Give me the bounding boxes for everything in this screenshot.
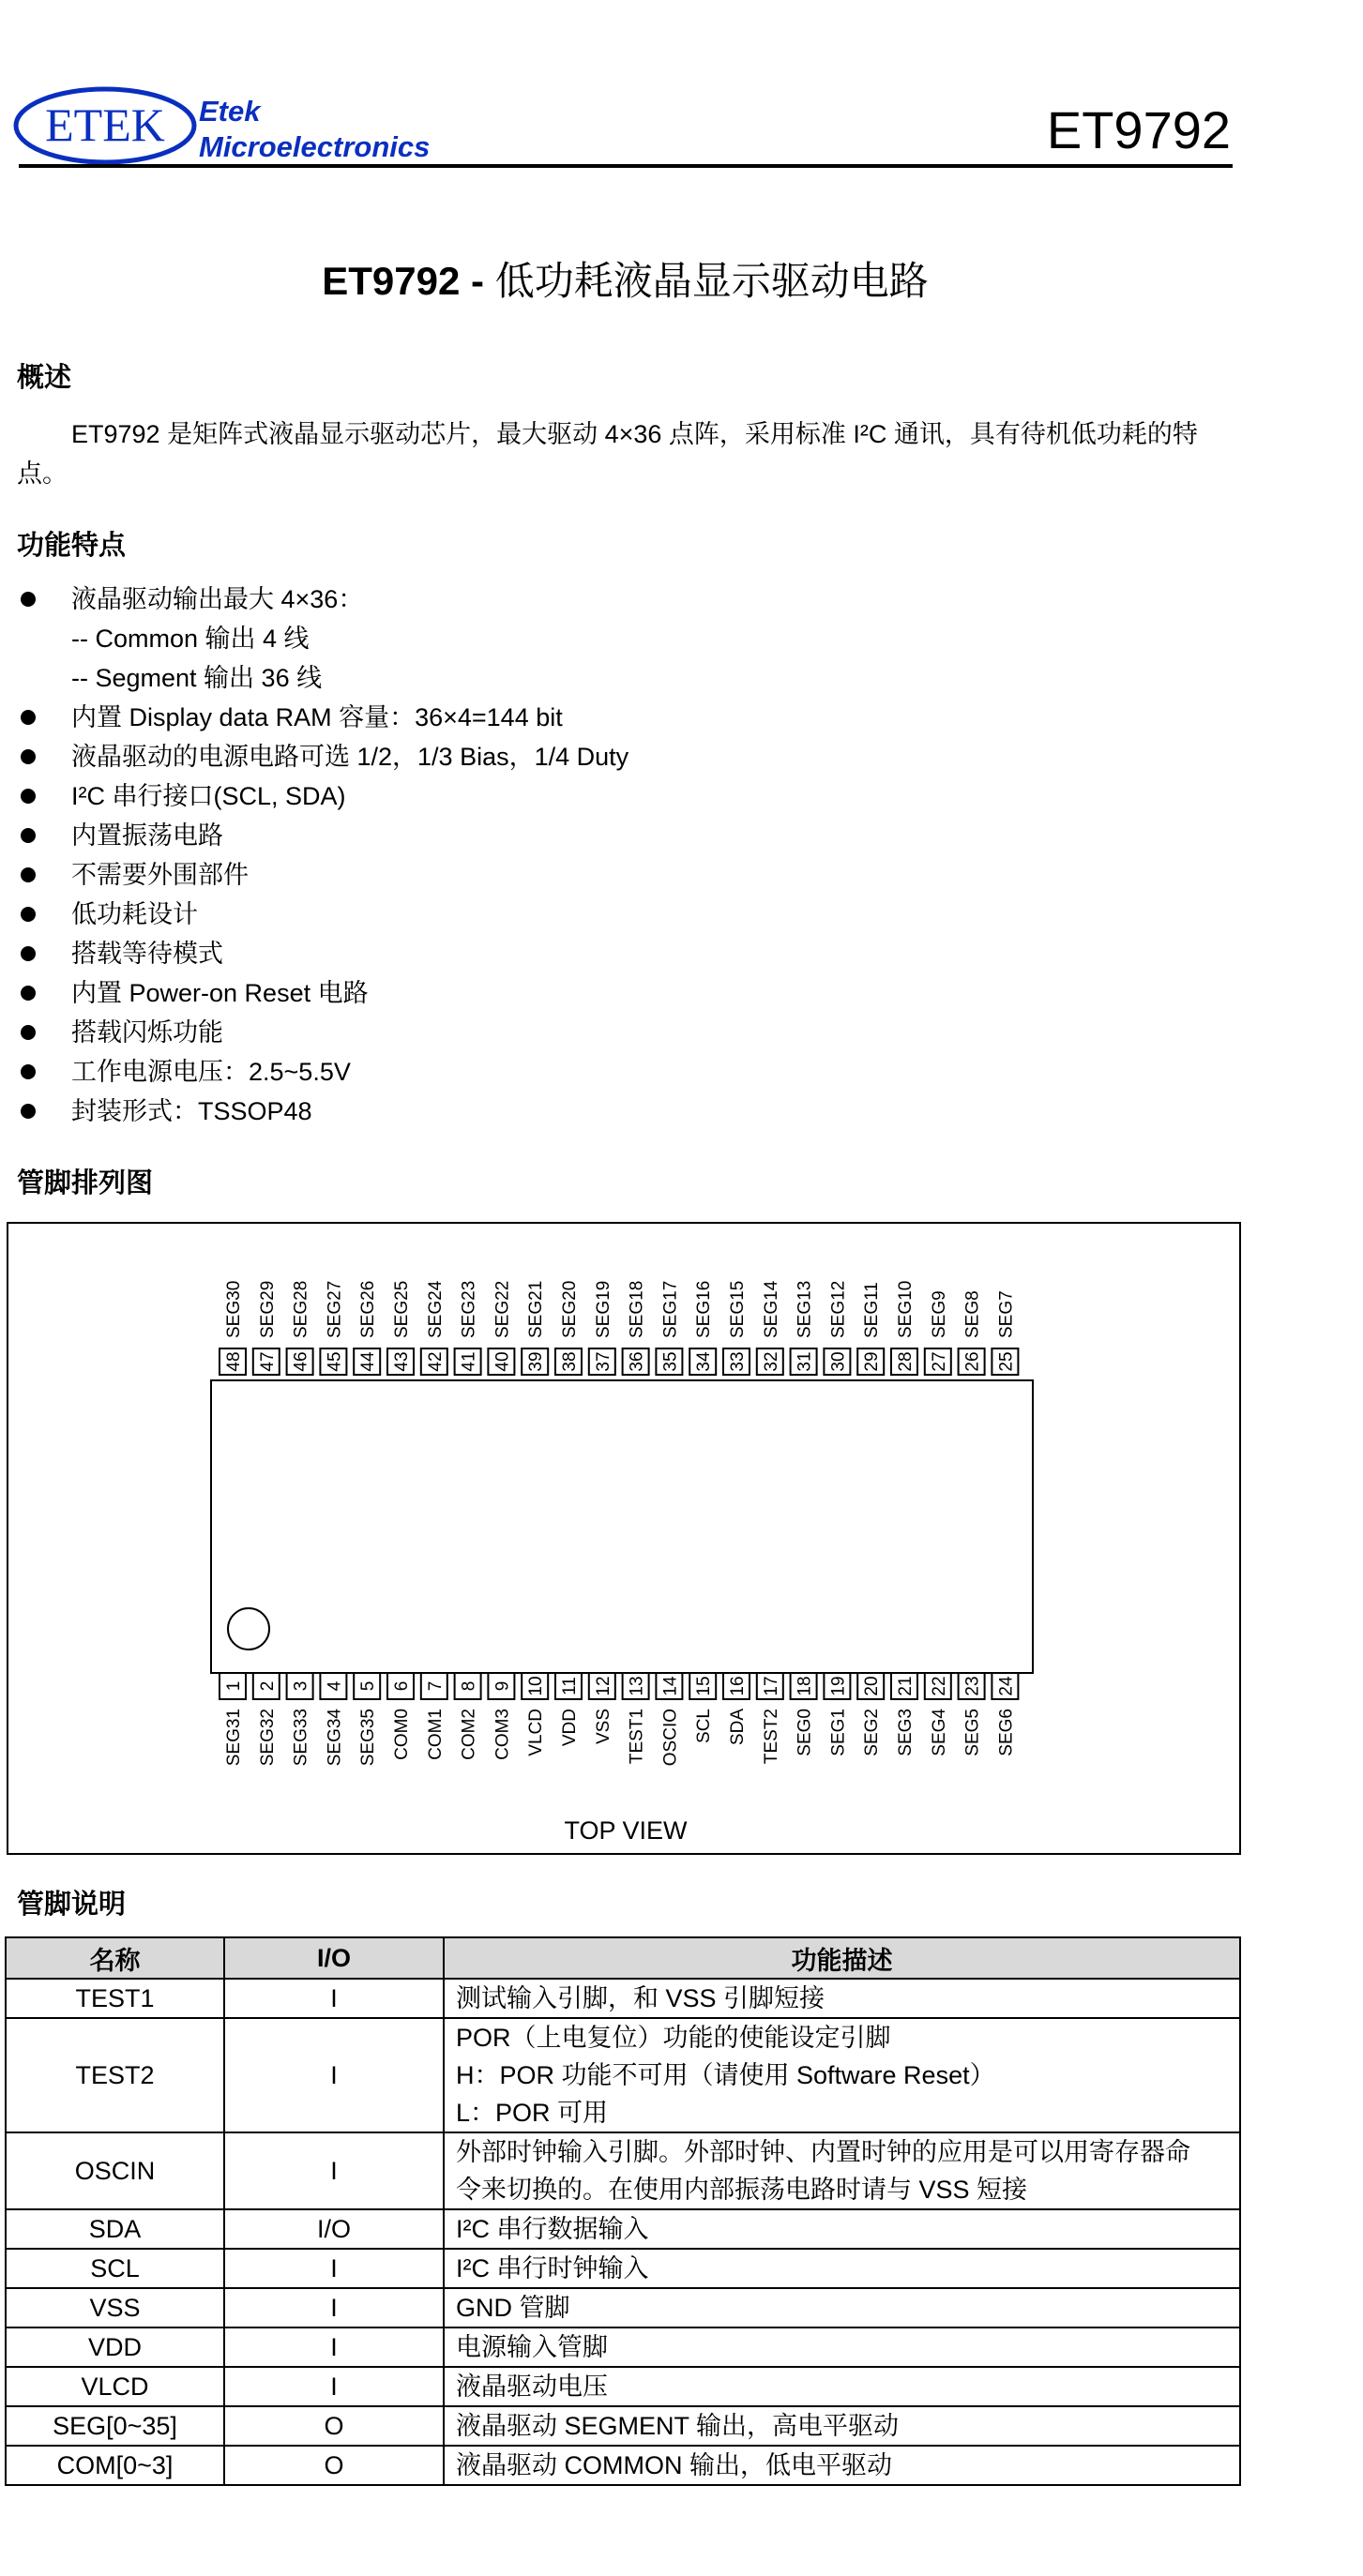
pin-number: 30 — [828, 1351, 849, 1372]
feature-item — [17, 855, 1236, 895]
table-row — [6, 2288, 1240, 2327]
bullet-icon — [21, 749, 36, 764]
pin-label: SEG14 — [761, 1280, 781, 1338]
pin-io-cell: I — [224, 2367, 444, 2406]
bullet-icon — [21, 592, 36, 607]
pin-label: VLCD — [526, 1709, 547, 1756]
feature-text: 封装形式：TSSOP48 — [71, 1097, 312, 1125]
feature-item — [17, 737, 1236, 776]
feature-text: 搭载闪烁功能 — [71, 1018, 223, 1047]
pin-number: 6 — [392, 1680, 412, 1692]
pin-label: SEG9 — [929, 1290, 949, 1338]
top-view-label: TOP VIEW — [564, 1816, 688, 1845]
pin-number: 35 — [660, 1351, 681, 1372]
pin-desc-cell — [444, 2018, 1240, 2132]
table-row — [6, 2367, 1240, 2406]
pin-number: 24 — [996, 1676, 1017, 1696]
pin-desc-cell — [444, 2288, 1240, 2327]
pin-number: 47 — [257, 1351, 278, 1372]
pin-desc-cell — [444, 2249, 1240, 2288]
pin-label: COM3 — [492, 1709, 513, 1760]
pin-diagram — [7, 1222, 1241, 1855]
pin-label: SEG11 — [862, 1282, 883, 1338]
table-row — [6, 2406, 1240, 2446]
pin-label: OSCIO — [660, 1709, 681, 1767]
pin-label: SEG0 — [795, 1709, 815, 1756]
pin-number: 17 — [761, 1676, 781, 1696]
pin-number: 44 — [358, 1351, 379, 1372]
feature-item — [17, 1092, 1236, 1131]
pin-name-cell: SCL — [6, 2249, 224, 2288]
feature-text: -- Common 输出 4 线 — [71, 625, 310, 653]
pin-label: SEG5 — [962, 1709, 983, 1756]
pin-label: SEG2 — [862, 1709, 883, 1756]
feature-item — [17, 658, 1236, 698]
pin-name-cell: TEST2 — [6, 2018, 224, 2132]
pin-number: 7 — [425, 1680, 446, 1692]
pin-number: 11 — [560, 1677, 580, 1695]
feature-text: 液晶驱动输出最大 4×36： — [71, 585, 364, 613]
pin-number: 42 — [425, 1351, 446, 1372]
pin-number: 19 — [828, 1676, 849, 1696]
pin-desc-cell — [444, 2132, 1240, 2209]
pin-number: 5 — [358, 1680, 379, 1692]
pin-label: SEG26 — [358, 1280, 379, 1338]
pin-label: SEG29 — [257, 1280, 278, 1338]
feature-item — [17, 776, 1236, 816]
pin-number: 13 — [627, 1676, 647, 1696]
pin-name-cell: OSCIN — [6, 2132, 224, 2209]
pin-label: SEG27 — [325, 1280, 345, 1338]
table-row — [6, 1979, 1240, 2018]
pin-io-cell: I — [224, 1979, 444, 2018]
desc-line: H：POR 功能不可用（请使用 Software Reset） — [456, 2061, 995, 2089]
feature-item — [17, 619, 1236, 658]
logo-text: ETEK — [45, 98, 165, 151]
feature-text: I²C 串行接口(SCL, SDA) — [71, 782, 346, 810]
feature-list — [17, 580, 1236, 1131]
feature-item — [17, 698, 1236, 737]
table-row — [6, 2018, 1240, 2132]
pin-number: 2 — [257, 1680, 278, 1692]
pin-label: SEG6 — [996, 1709, 1017, 1756]
col-io-header: I/O — [224, 1937, 444, 1979]
pin-label: SEG4 — [929, 1709, 949, 1756]
pin-label: VDD — [560, 1709, 580, 1747]
bullet-icon — [21, 1064, 36, 1079]
pin-desc-cell — [444, 2327, 1240, 2367]
pin-number: 14 — [660, 1676, 681, 1696]
pin-io-cell: I — [224, 2132, 444, 2209]
pin-label: SEG33 — [291, 1709, 311, 1767]
pin-label: SEG15 — [728, 1280, 748, 1338]
pin-name-cell: SEG[0~35] — [6, 2406, 224, 2446]
pin-number: 12 — [593, 1676, 613, 1696]
pin-io-cell: I/O — [224, 2209, 444, 2249]
desc-line: POR（上电复位）功能的使能设定引脚 — [456, 2024, 891, 2052]
bullet-icon — [21, 986, 36, 1001]
pin-io-cell: I — [224, 2249, 444, 2288]
pin-label: SEG18 — [627, 1280, 647, 1338]
feature-text: 搭载等待模式 — [71, 940, 223, 968]
pin-desc-cell — [444, 1979, 1240, 2018]
pin-number: 48 — [224, 1351, 244, 1372]
pin-label: SEG12 — [828, 1280, 849, 1338]
pin-label: TEST1 — [627, 1709, 647, 1765]
feature-text: 液晶驱动的电源电路可选 1/2，1/3 Bias，1/4 Duty — [71, 743, 629, 771]
pin-number: 46 — [291, 1351, 311, 1372]
pin-label: SEG31 — [224, 1709, 244, 1767]
pin-number: 34 — [694, 1351, 715, 1372]
pin-label: SEG30 — [224, 1280, 244, 1338]
title-name: 低功耗液晶显示驱动电路 — [494, 259, 929, 303]
pin-number: 43 — [392, 1351, 412, 1372]
feature-text: -- Segment 输出 36 线 — [71, 664, 323, 692]
company-line-2: Microelectronics — [199, 130, 431, 163]
bullet-icon — [21, 1025, 36, 1040]
pin-number: 21 — [896, 1676, 916, 1696]
pin-label: SEG13 — [795, 1280, 815, 1338]
pin-desc-cell — [444, 2406, 1240, 2446]
pin-label: SEG1 — [828, 1709, 849, 1756]
pin-label: SEG16 — [694, 1280, 715, 1338]
bullet-icon — [21, 907, 36, 922]
company-name — [199, 94, 430, 165]
pin-label: SEG35 — [358, 1709, 379, 1767]
pin-label: SEG10 — [896, 1280, 916, 1338]
page-title — [0, 255, 1250, 308]
pin-io-cell: O — [224, 2406, 444, 2446]
pin-label: COM2 — [459, 1709, 479, 1760]
pin-label: SEG8 — [962, 1290, 983, 1338]
pinout-heading: 管脚排列图 — [17, 1168, 154, 1198]
header-rule — [19, 164, 1233, 168]
pin-number: 9 — [492, 1680, 513, 1692]
pin-label: SEG22 — [492, 1280, 513, 1338]
pin-number: 32 — [761, 1351, 781, 1372]
pin-label: SEG17 — [660, 1280, 681, 1338]
pin-number: 15 — [694, 1676, 715, 1696]
feature-text: 内置振荡电路 — [71, 821, 223, 850]
bullet-icon — [21, 1104, 36, 1119]
pin-label: SEG24 — [425, 1280, 446, 1338]
col-desc-header: 功能描述 — [444, 1937, 1240, 1979]
pin-number: 26 — [962, 1351, 983, 1372]
pin-label: SDA — [728, 1709, 748, 1746]
desc-line: GND 管脚 — [456, 2294, 570, 2322]
table-row — [6, 2209, 1240, 2249]
pin-label: SEG19 — [593, 1280, 613, 1338]
pin-io-cell: I — [224, 2327, 444, 2367]
pin-name-cell: VSS — [6, 2288, 224, 2327]
feature-item — [17, 580, 1236, 619]
pin-desc-cell — [444, 2209, 1240, 2249]
features-heading: 功能特点 — [17, 531, 127, 561]
pin-io-cell: O — [224, 2446, 444, 2485]
pin-number: 28 — [896, 1351, 916, 1372]
pin-label: SEG23 — [459, 1280, 479, 1338]
pin-number: 31 — [795, 1351, 815, 1372]
pin-desc-cell — [444, 2367, 1240, 2406]
pin-number: 18 — [795, 1676, 815, 1696]
feature-text: 不需要外围部件 — [71, 861, 249, 889]
chip-body — [211, 1380, 1033, 1673]
feature-text: 内置 Display data RAM 容量：36×4=144 bit — [71, 703, 563, 731]
pin-name-cell: SDA — [6, 2209, 224, 2249]
pin-diagram-svg — [8, 1224, 1243, 1857]
pin-label: SEG34 — [325, 1709, 345, 1767]
pin-number: 4 — [325, 1680, 345, 1692]
pin-label: COM1 — [425, 1709, 446, 1760]
desc-line: I²C 串行时钟输入 — [456, 2254, 649, 2282]
feature-item — [17, 934, 1236, 973]
pin-number: 1 — [224, 1680, 244, 1692]
pin-name-cell: VLCD — [6, 2367, 224, 2406]
pin-number: 45 — [325, 1351, 345, 1372]
pin-number: 29 — [862, 1351, 883, 1372]
pin-label: SEG7 — [996, 1290, 1017, 1338]
bullet-icon — [21, 828, 36, 843]
col-name-header: 名称 — [6, 1937, 224, 1979]
bullet-icon — [21, 867, 36, 882]
pin-label: COM0 — [392, 1709, 412, 1760]
pin-desc-heading: 管脚说明 — [17, 1890, 127, 1920]
pin-label: SEG32 — [257, 1709, 278, 1767]
pin-number: 25 — [996, 1351, 1017, 1372]
desc-line: 液晶驱动电压 — [456, 2373, 608, 2401]
desc-line: 测试输入引脚，和 VSS 引脚短接 — [456, 1984, 825, 2012]
pin-label: SEG25 — [392, 1280, 412, 1338]
pin-number: 39 — [526, 1351, 547, 1372]
pin-label: SEG20 — [560, 1280, 580, 1338]
pin-number: 33 — [728, 1351, 748, 1372]
feature-text: 内置 Power-on Reset 电路 — [71, 979, 369, 1007]
table-row — [6, 2446, 1240, 2485]
table-row — [6, 2132, 1240, 2209]
doc-code: ET9792 — [1046, 100, 1231, 159]
desc-line: 令来切换的。在使用内部振荡电路时请与 VSS 短接 — [456, 2176, 1028, 2204]
overview-text: ET9792 是矩阵式液晶显示驱动芯片，最大驱动 4×36 点阵，采用标准 I²C 通讯，具有待机低功耗的特点。 — [17, 420, 1198, 488]
pin-number: 22 — [929, 1676, 949, 1696]
feature-item — [17, 895, 1236, 934]
desc-line: I²C 串行数据输入 — [456, 2215, 649, 2243]
pin-number: 23 — [962, 1676, 983, 1696]
pin-label: VSS — [593, 1709, 613, 1745]
pin-table — [5, 1936, 1241, 2486]
pin-number: 38 — [560, 1351, 580, 1372]
pin-io-cell: I — [224, 2288, 444, 2327]
pin-number: 41 — [459, 1351, 479, 1372]
feature-item — [17, 1013, 1236, 1052]
pin-label: TEST2 — [761, 1709, 781, 1765]
bullet-icon — [21, 789, 36, 804]
pin-label: SEG3 — [896, 1709, 916, 1756]
table-row — [6, 2327, 1240, 2367]
feature-text: 低功耗设计 — [71, 900, 198, 928]
pin-name-cell: COM[0~3] — [6, 2446, 224, 2485]
bullet-icon — [21, 710, 36, 725]
pin-number: 27 — [929, 1351, 949, 1372]
pin-number: 16 — [728, 1676, 748, 1696]
feature-item — [17, 1052, 1236, 1092]
overview-heading: 概述 — [17, 363, 72, 393]
pin-number: 40 — [492, 1351, 513, 1372]
feature-item — [17, 816, 1236, 855]
title-model: ET9792 - — [322, 259, 485, 303]
pin-number: 36 — [627, 1351, 647, 1372]
pin-desc-cell — [444, 2446, 1240, 2485]
table-row — [6, 2249, 1240, 2288]
desc-line: 液晶驱动 SEGMENT 输出，高电平驱动 — [456, 2412, 900, 2440]
pin-number: 37 — [593, 1351, 613, 1372]
pin-name-cell: VDD — [6, 2327, 224, 2367]
bullet-icon — [21, 946, 36, 961]
pin-number: 3 — [291, 1680, 311, 1692]
table-header-row — [6, 1937, 1240, 1979]
desc-line: L：POR 可用 — [456, 2099, 609, 2127]
etek-logo — [11, 83, 199, 169]
feature-text: 工作电源电压：2.5~5.5V — [71, 1058, 351, 1086]
desc-line: 液晶驱动 COMMON 输出，低电平驱动 — [456, 2451, 892, 2479]
desc-line: 电源输入管脚 — [456, 2333, 608, 2361]
pin-label: SEG28 — [291, 1280, 311, 1338]
pin-label: SEG21 — [526, 1280, 547, 1338]
pin-number: 8 — [459, 1680, 479, 1692]
pin-name-cell: TEST1 — [6, 1979, 224, 2018]
pin-label: SCL — [694, 1709, 715, 1743]
pin-number: 20 — [862, 1676, 883, 1696]
company-line-1: Etek — [199, 95, 261, 128]
pin-io-cell: I — [224, 2018, 444, 2132]
desc-line: 外部时钟输入引脚。外部时钟、内置时钟的应用是可以用寄存器命 — [456, 2138, 1190, 2166]
feature-item — [17, 973, 1236, 1013]
pin-number: 10 — [526, 1676, 547, 1696]
